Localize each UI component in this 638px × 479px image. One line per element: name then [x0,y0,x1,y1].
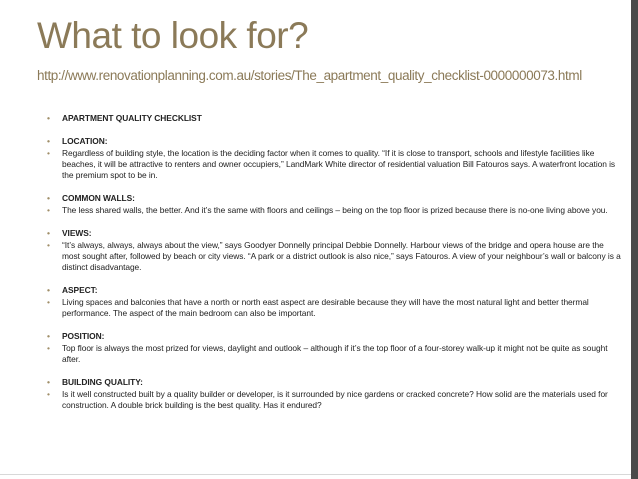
bullet-icon: • [47,377,50,387]
section-heading-building-quality [47,377,622,388]
bullet-icon: • [47,331,50,341]
section-heading-position [47,331,622,342]
heading-label: ASPECT: [62,285,98,295]
section-text-building-quality [47,389,622,411]
bullet-icon: • [47,240,50,250]
bullet-icon: • [47,389,50,399]
section-text-position [47,343,622,365]
checklist-content [47,113,622,411]
bullet-icon: • [47,285,50,295]
section-text-aspect [47,297,622,319]
bullet-icon: • [47,148,50,158]
section-text-views [47,240,622,273]
section-text-location [47,148,622,181]
section-heading-common-walls [47,193,622,204]
section-text: Regardless of building style, the location is the deciding factor when it comes to quality. “If it is close to transport, schools and lifestyle facilities like beaches, it will be attractive to renters and owner occupiers,” LandMark White director of residential valuation Bill Fatouros says. A waterfront location is the premium spot to be in. [62,148,616,180]
checklist-heading [47,113,622,124]
heading-label: BUILDING QUALITY: [62,377,143,387]
bullet-icon: • [47,193,50,203]
bullet-icon: • [47,136,50,146]
heading-label: VIEWS: [62,228,92,238]
source-url: http://www.renovationplanning.com.au/stories/The_apartment_quality_checklist-0000000073.html [37,68,582,83]
side-accent-bar [631,0,638,479]
section-heading-location [47,136,622,147]
section-text: Living spaces and balconies that have a north or north east aspect are desirable because they will have the most natural light and better thermal performance. The aspect of the main bedroom can also be important. [62,297,589,318]
heading-label: LOCATION: [62,136,108,146]
section-text: Is it well constructed built by a quality builder or developer, is it surrounded by nice gardens or cracked concrete? How solid are the materials used for construction. A double brick building is the best quality. Has it endured? [62,389,608,410]
slide-title: What to look for? [37,15,309,56]
bullet-icon: • [47,228,50,238]
bullet-icon: • [47,205,50,215]
bullet-icon: • [47,343,50,353]
section-heading-views [47,228,622,239]
bullet-icon: • [47,113,50,123]
bullet-icon: • [47,297,50,307]
bottom-divider [0,474,631,475]
section-text: The less shared walls, the better. And it’s the same with floors and ceilings – being on the top floor is prized because there is no-one living above you. [62,205,608,215]
heading-label: COMMON WALLS: [62,193,135,203]
heading-label: POSITION: [62,331,105,341]
section-text-common-walls [47,205,622,216]
section-text: “It’s always, always, always about the view,” says Goodyer Donnelly principal Debbie Donnelly. Harbour views of the bridge and opera house are the most sought after, followed by beach or city views. “A park or a district outlook is also nice,” says Fatouros. A view of your neighbour’s wall or balcony is a distinct disadvantage. [62,240,621,272]
section-text: Top floor is always the most prized for views, daylight and outlook – although if it’s the top floor of a four-storey walk-up it might not be quite as sought after. [62,343,608,364]
section-heading-aspect [47,285,622,296]
heading-label: APARTMENT QUALITY CHECKLIST [62,113,202,123]
